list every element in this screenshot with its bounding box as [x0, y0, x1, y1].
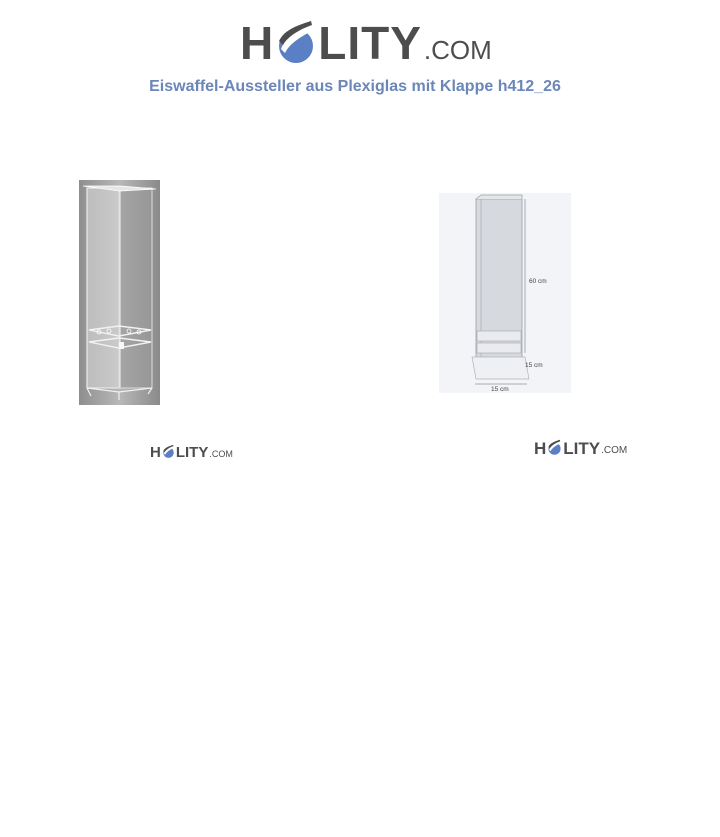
dimension-width-label: 15 cm — [491, 386, 509, 393]
holity-logo-small — [150, 444, 233, 460]
logo-suffix: .COM — [423, 35, 492, 65]
circle-swoosh-logo-icon — [547, 439, 562, 457]
dimension-drawing — [439, 193, 571, 393]
page-title: Eiswaffel-Aussteller aus Plexiglas mit Klappe h412_26 — [149, 78, 561, 95]
holity-logo[interactable] — [240, 12, 492, 69]
holity-logo-small — [534, 439, 627, 457]
dimension-depth-label: 15 cm — [525, 362, 543, 369]
circle-swoosh-logo-icon — [275, 19, 317, 69]
logo-suffix: .COM — [601, 445, 628, 456]
logo-letter-h: H — [150, 444, 161, 461]
dimension-height-label: 60 cm — [529, 278, 547, 285]
logo-letters: LITY — [175, 444, 209, 461]
logo-letters: LITY — [318, 17, 422, 69]
circle-swoosh-logo-icon — [162, 444, 175, 460]
logo-letter-h: H — [240, 17, 275, 69]
product-photo — [79, 180, 160, 405]
logo-letter-h: H — [534, 439, 547, 458]
logo-letters: LITY — [563, 439, 601, 458]
logo-suffix: .COM — [209, 449, 233, 459]
